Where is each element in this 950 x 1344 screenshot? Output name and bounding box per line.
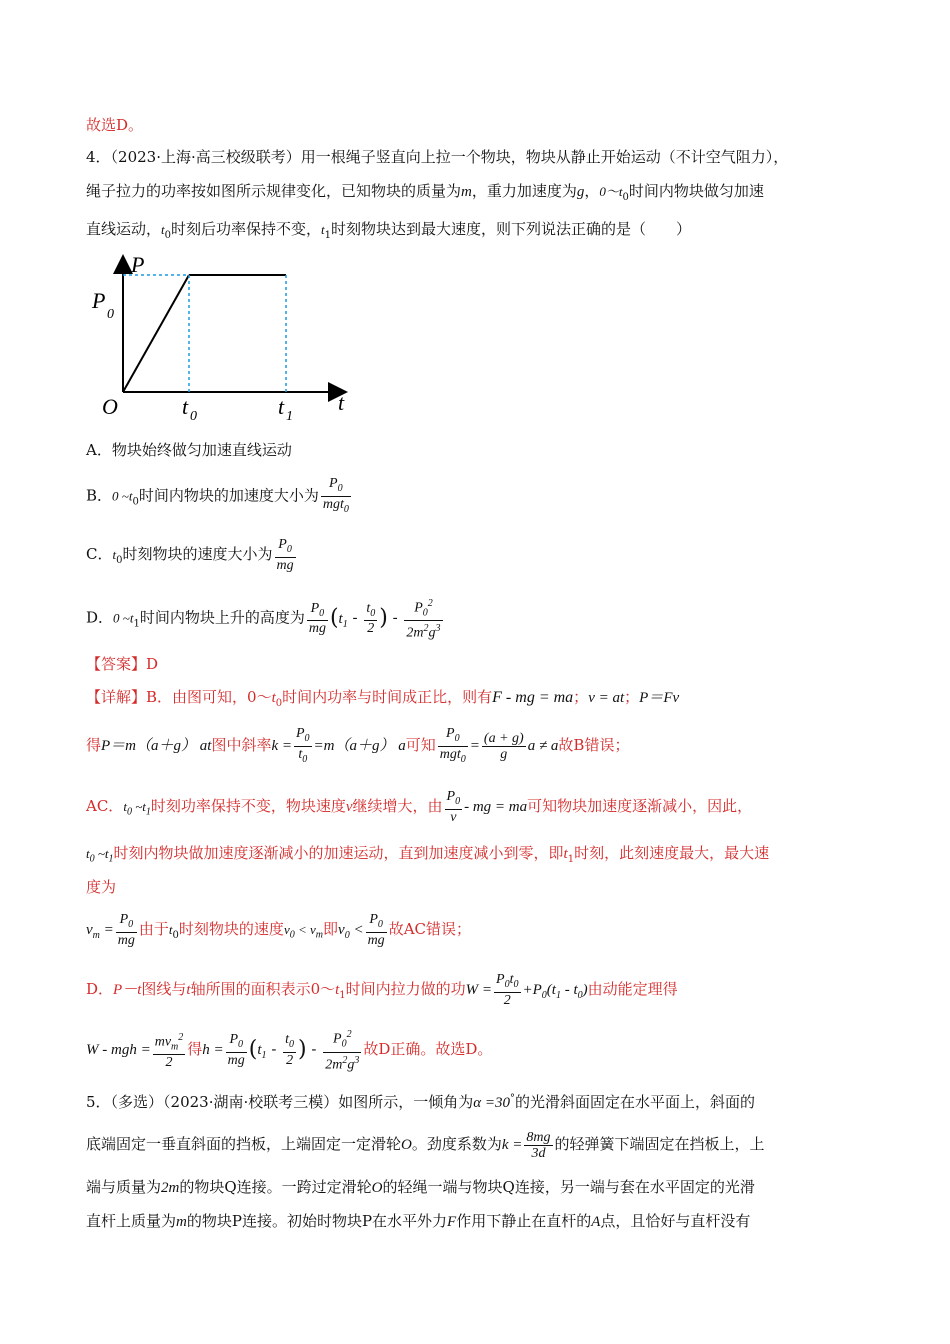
q5-stem-line2: 底端固定一垂直斜面的挡板，上端固定一定滑轮O。劲度系数为k = $\frac{8mg}{3d}$ 的轻弹簧下端固定在挡板上，上 [86, 1129, 765, 1161]
q4-stem-line1: 4．（2023·上海·高三校级联考）用一根绳子竖直向上拉一个物块，物块从静止开始运动（不计空气阻力）， [86, 148, 789, 166]
q4-stem-line2: 绳子拉力的功率按如图所示规律变化，已知物块的质量为m，重力加速度为g，$0\sim t_0$时间内物块做匀加速 [86, 182, 764, 203]
detail-ac-line3: 度为 [86, 878, 117, 896]
option-b[interactable]: B．0 $\sim t_0$时间内物块的加速度大小为 $\frac{P_0}{mgt_0}$ [86, 476, 349, 515]
t1-label: t [278, 394, 285, 419]
q4-stem-line3: 直线运动，$t_0$时刻后功率保持不变，$t_1$时刻物块达到最大速度，则下列说法正确的是（ ） [86, 220, 692, 241]
option-d[interactable]: D．0 $\sim t_1$时间内物块上升的高度为 $\frac{P_0}{mg}$ ($t_1$ - $\frac{t_0}{2}$ ) - $\frac{P_0^2}{2m^2g^3}$ [86, 598, 441, 642]
answer-label: 【答案】D [86, 655, 159, 673]
t0-label: t [182, 394, 189, 419]
p0-label-sub: 0 [107, 307, 114, 322]
detail-b-line2: 得P＝m（a＋g） at图中斜率k = $\frac{P_0}{t_0}$ =m（a＋g） a可知 $\frac{P_0}{mgt_0}$ = $\frac{(a + g)}{g}$ a ≠ a故B错误； [86, 725, 630, 765]
previous-answer-tail: 故选D。 [86, 116, 144, 134]
origin-label: O [102, 394, 118, 419]
q5-stem-line1: 5．（多选）（2023·湖南·校联考三模）如图所示，一倾角为α =30°的光滑斜面固定在水平面上，斜面的 [86, 1093, 756, 1111]
detail-ac-line4: $v_m$ = $\frac{P_0}{mg}$ 由于$t_0$时刻物块的速度$v_0 < v_m$即$v_0$ < $\frac{P_0}{mg}$ 故AC错误； [86, 912, 471, 948]
option-a[interactable]: A．物块始终做匀加速直线运动 [86, 441, 292, 459]
detail-d-line2: W - mgh = $\frac{mv_m^2}{2}$ 得h = $\frac{P_0}{mg}$ ($t_1$ - $\frac{t_0}{2}$ ) - $\frac{P_0^2}{2m^2g^3}$ 故D正确。故选D。 [86, 1029, 493, 1073]
q5-stem-line3: 端与质量为2m的物块Q连接。一跨过定滑轮O的轻绳一端与物块Q连接，另一端与套在水平固定的光滑 [86, 1178, 755, 1196]
detail-ac-line1: AC．$t_0$ $\sim t_1$时刻功率保持不变，物块速度v继续增大，由 $\frac{P_0}{v}$ - mg = ma可知物块加速度逐渐减小，因此， [86, 789, 753, 825]
detail-ac-line2: $t_0$ $\sim t_1$时刻内物块做加速度逐渐减小的加速运动，直到加速度减小到零，即$t_1$时刻，此刻速度最大，最大速 [86, 844, 770, 865]
x-axis-label: t [338, 390, 345, 415]
t0-label-sub: 0 [190, 409, 197, 424]
option-c[interactable]: C．$t_0$时刻物块的速度大小为 $\frac{P_0}{mg}$ [86, 537, 294, 573]
detail-b-line1: 【详解】B．由图可知，$0\sim t_0$时间内功率与时间成正比，则有F - mg = ma；v = at；P＝Fv [86, 688, 680, 709]
t1-label-sub: 1 [286, 409, 293, 424]
detail-d-line1: D．P－t图线与t轴所围的面积表示$0\sim t_1$时间内拉力做的功W = $\frac{P_0t_0}{2}$ $+P_0(t_1 - t_0)$由动能定理得 [86, 972, 678, 1008]
y-axis-label: P [131, 252, 145, 277]
ramp-line [123, 275, 189, 392]
q5-stem-line4: 直杆上质量为m的物块P连接。初始时物块P在水平外力F作用下静止在直杆的A点，且恰好与直杆没有 [86, 1212, 751, 1230]
power-time-graph [86, 248, 366, 424]
p0-label: P [92, 288, 106, 313]
